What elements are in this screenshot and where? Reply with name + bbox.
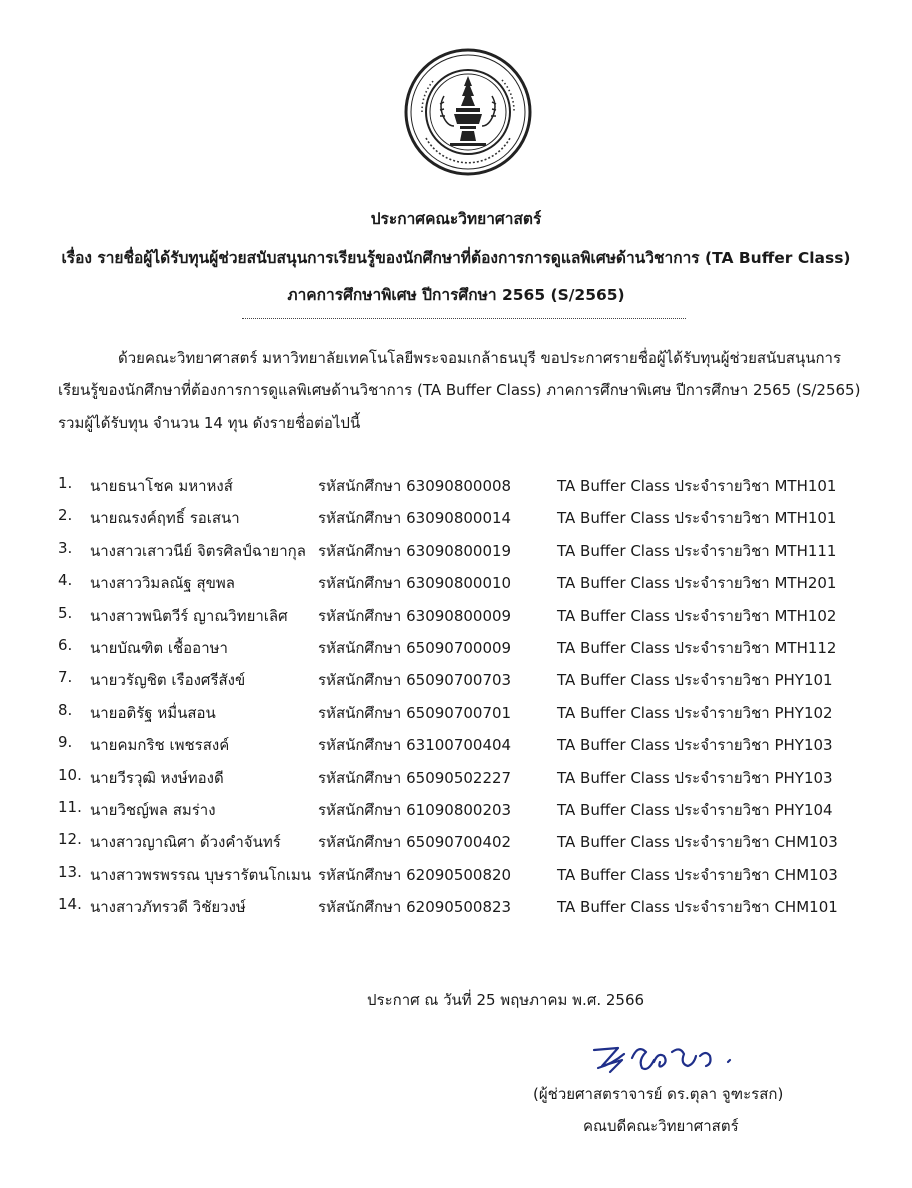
announcement-title: ประกาศคณะวิทยาศาสตร์ [370,210,542,228]
recipient-course: TA Buffer Class ประจำรายวิชา CHM103 [557,833,838,852]
announcement-date: ประกาศ ณ วันที่ 25 พฤษภาคม พ.ศ. 2566 [367,991,645,1009]
signer-position: คณบดีคณะวิทยาศาสตร์ [583,1117,739,1135]
recipient-name: นายณรงค์ฤทธิ์ รอเสนา [90,509,240,528]
recipient-student-id: รหัสนักศึกษา 62090500823 [318,898,512,917]
recipient-name: นายวรัญชิต เรืองศรีสังข์ [90,671,246,690]
signature-icon [588,1038,778,1078]
recipient-student-id: รหัสนักศึกษา 65090502227 [318,768,512,787]
recipient-student-id: รหัสนักศึกษา 65090700009 [318,638,512,657]
recipient-student-id: รหัสนักศึกษา 63090800009 [318,606,512,625]
recipient-name: นายอติรัฐ หมื่นสอน [90,703,216,722]
announcement-term: ภาคการศึกษาพิเศษ ปีการศึกษา 2565 (S/2565) [287,286,625,304]
recipient-course: TA Buffer Class ประจำรายวิชา PHY103 [557,768,833,787]
recipient-course: TA Buffer Class ประจำรายวิชา CHM103 [557,865,838,884]
list-item [0,893,912,925]
recipient-student-id: รหัสนักศึกษา 63090800010 [318,574,512,593]
recipient-student-id: รหัสนักศึกษา 63090800008 [318,477,512,495]
recipient-name: นายบัณฑิต เชื้ออาษา [90,638,228,657]
intro-line-2: เรียนรู้ของนักศึกษาที่ต้องการการดูแลพิเศษด้านวิชาการ (TA Buffer Class) ภาคการศึกษาพิเศษ ปีการศึกษา 2565 (S/2565) [58,381,861,399]
recipient-number: 13. [58,862,82,881]
list-item [0,504,912,536]
recipient-course: TA Buffer Class ประจำรายวิชา PHY104 [557,800,833,819]
recipient-number: 8. [58,700,73,719]
recipient-student-id: รหัสนักศึกษา 63090800019 [318,541,512,560]
recipient-number: 1. [58,474,73,492]
recipient-course: TA Buffer Class ประจำรายวิชา PHY103 [557,736,833,755]
recipient-course: TA Buffer Class ประจำรายวิชา MTH201 [557,574,837,593]
recipient-name: นายวีรวุฒิ หงษ์ทองดี [90,768,224,787]
recipient-name: นายวิชญ์พล สมร่าง [90,800,216,819]
list-item [0,731,912,763]
list-item [0,796,912,828]
recipient-student-id: รหัสนักศึกษา 65090700701 [318,703,512,722]
recipient-student-id: รหัสนักศึกษา 65090700703 [318,671,512,690]
list-item [0,602,912,634]
recipient-student-id: รหัสนักศึกษา 63090800014 [318,509,512,528]
list-item [0,569,912,601]
dotted-divider [242,318,686,319]
recipient-number: 7. [58,668,73,687]
recipient-name: นางสาวพรพรรณ บุษรารัตนโกเมน [90,865,311,884]
recipient-course: TA Buffer Class ประจำรายวิชา MTH101 [557,477,837,495]
recipient-number: 10. [58,765,82,784]
recipient-number: 11. [58,797,82,816]
signer-name: (ผู้ช่วยศาสตราจารย์ ดร.ตุลา จูฑะรสก) [533,1085,784,1103]
recipient-student-id: รหัสนักศึกษา 61090800203 [318,800,512,819]
recipient-course: TA Buffer Class ประจำรายวิชา MTH102 [557,606,837,625]
recipient-number: 4. [58,571,73,590]
recipient-student-id: รหัสนักศึกษา 65090700402 [318,833,512,852]
recipient-number: 3. [58,538,73,557]
recipient-name: นายคมกริช เพชรสงค์ [90,736,230,755]
recipient-course: TA Buffer Class ประจำรายวิชา CHM101 [557,898,838,917]
recipient-number: 2. [58,506,73,525]
recipient-number: 5. [58,603,73,622]
recipient-name: นางสาวภัทรวดี วิชัยวงษ์ [90,898,246,917]
list-item [0,861,912,893]
recipient-number: 12. [58,830,82,849]
recipient-number: 9. [58,733,73,752]
recipient-course: TA Buffer Class ประจำรายวิชา MTH111 [557,541,837,560]
recipient-number: 6. [58,635,73,654]
recipient-number: 14. [58,895,82,914]
recipient-student-id: รหัสนักศึกษา 62090500820 [318,865,512,884]
list-item [0,537,912,569]
recipient-list [0,472,912,925]
recipient-name: นางสาวพนิตวีร์ ญาณวิทยาเลิศ [90,606,288,625]
list-item [0,634,912,666]
recipient-name: นางสาววิมลณัฐ สุขพล [90,574,235,593]
recipient-student-id: รหัสนักศึกษา 63100700404 [318,736,512,755]
recipient-name: นางสาวญาณิศา ด้วงคำจันทร์ [90,833,281,852]
list-item [0,699,912,731]
list-item [0,828,912,860]
recipient-course: TA Buffer Class ประจำรายวิชา PHY102 [557,703,833,722]
list-item [0,764,912,796]
recipient-name: นายธนาโชค มหาหงส์ [90,477,233,495]
intro-line-3: รวมผู้ได้รับทุน จำนวน 14 ทุน ดังรายชื่อต่อไปนี้ [58,414,361,432]
announcement-subject: เรื่อง รายชื่อผู้ได้รับทุนผู้ช่วยสนับสนุนการเรียนรู้ของนักศึกษาที่ต้องการการดูแลพิเศษด้านวิชาการ (TA Buffer Class) [61,249,851,267]
recipient-course: TA Buffer Class ประจำรายวิชา MTH101 [557,509,837,528]
recipient-course: TA Buffer Class ประจำรายวิชา PHY101 [557,671,833,690]
list-item [0,472,912,504]
university-seal-icon [404,48,532,176]
intro-line-1: ด้วยคณะวิทยาศาสตร์ มหาวิทยาลัยเทคโนโลยีพระจอมเกล้าธนบุรี ขอประกาศรายชื่อผู้ได้รับทุนผู้ช่วยสนับสนุนการ [118,349,842,367]
recipient-course: TA Buffer Class ประจำรายวิชา MTH112 [557,638,837,657]
list-item [0,666,912,698]
recipient-name: นางสาวเสาวนีย์ จิตรศิลป์ฉายากุล [90,541,306,560]
